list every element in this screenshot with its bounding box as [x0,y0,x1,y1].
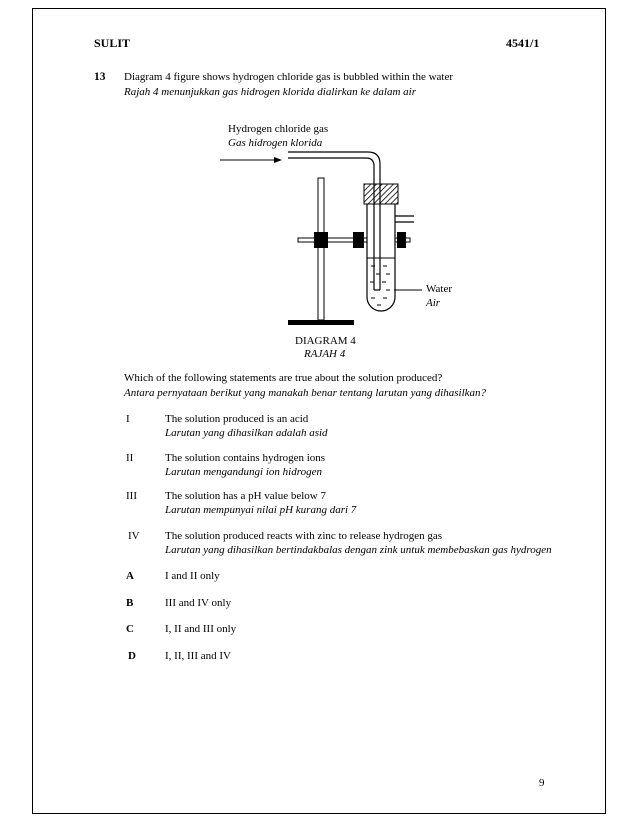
statement-ms: Larutan yang dihasilkan bertindakbalas dengan zink untuk membebaskan gas hydrogen [165,544,552,556]
statement-number: III [126,490,137,502]
option-text[interactable]: I and II only [165,570,220,582]
diagram-caption-ms: RAJAH 4 [304,348,346,360]
prompt-ms: Antara pernyataan berikut yang manakah benar tentang larutan yang dihasilkan? [124,387,487,399]
page-number: 9 [539,777,545,789]
statement-en: The solution produced is an acid [165,413,309,425]
statement-number: IV [128,530,140,542]
statement-number: II [126,452,134,464]
option-label[interactable]: A [126,570,134,582]
option-text[interactable]: III and IV only [165,597,232,609]
header-classification: SULIT [94,36,131,50]
statement-en: The solution contains hydrogen ions [165,452,326,464]
option-label[interactable]: C [126,623,134,635]
statement-en: The solution produced reacts with zinc to release hydrogen gas [165,530,443,542]
delivery-tube [288,152,380,290]
gas-label-ms: Gas hidrogen klorida [228,137,323,149]
statement-number: I [126,413,130,425]
gas-flow-arrow [220,157,282,163]
water-label-ms: Air [426,297,441,309]
statement-ms: Larutan mempunyai nilai pH kurang dari 7 [165,504,357,516]
gas-label-en: Hydrogen chloride gas [228,123,329,135]
statement-en: The solution has a pH value below 7 [165,490,326,502]
water-label-en: Water [426,283,452,295]
prompt-en: Which of the following statements are true about the solution produced? [124,372,443,384]
question-number: 13 [94,71,106,83]
option-text[interactable]: I, II and III only [165,623,237,635]
diagram-caption-en: DIAGRAM 4 [295,335,356,347]
option-label[interactable]: B [126,597,134,609]
header-paper-code: 4541/1 [506,36,540,50]
option-text[interactable]: I, II, III and IV [165,650,231,662]
boiling-tube [364,184,398,311]
question-stem-ms: Rajah 4 menunjukkan gas hidrogen klorida dialirkan ke dalam air [124,86,416,98]
side-outlet-tube [395,216,414,222]
question-stem-en: Diagram 4 figure shows hydrogen chloride gas is bubbled within the water [124,71,454,83]
statement-ms: Larutan mengandungi ion hidrogen [165,466,322,478]
option-label[interactable]: D [128,650,136,662]
statement-ms: Larutan yang dihasilkan adalah asid [165,427,328,439]
